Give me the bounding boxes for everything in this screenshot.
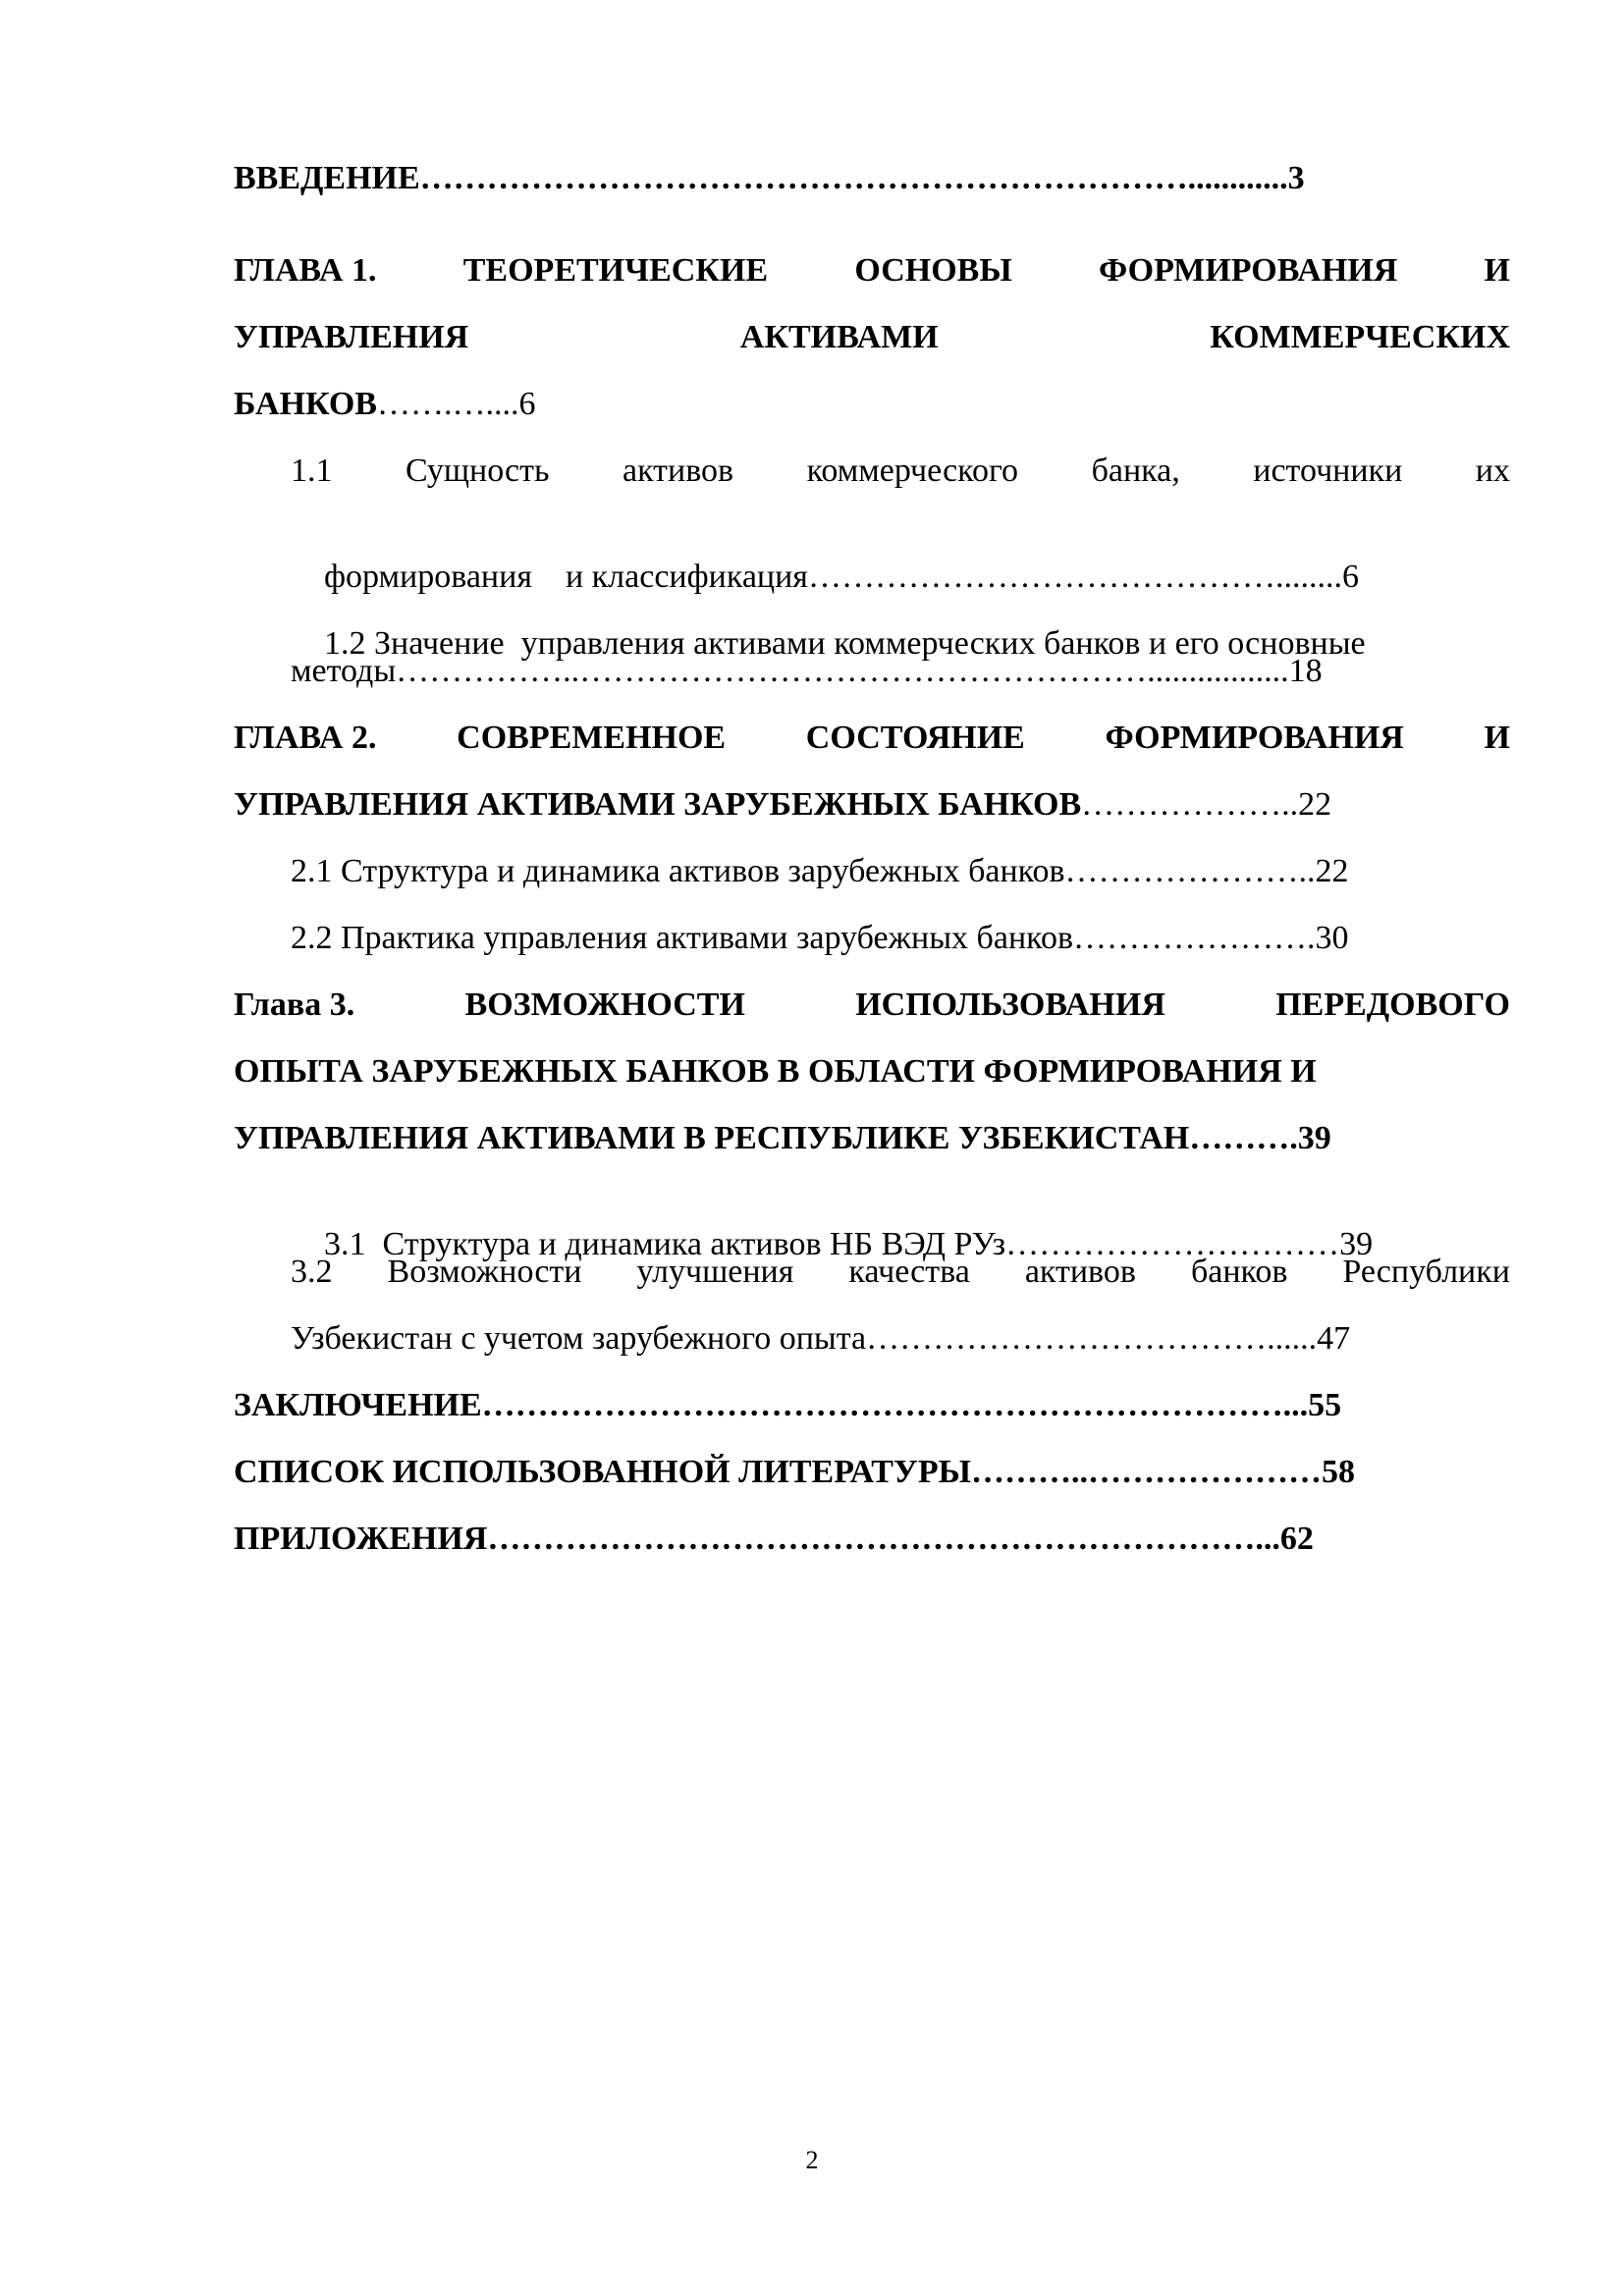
toc-word: банков [1190,1254,1288,1290]
toc-chapter1-leader: …….…....6 [376,386,536,422]
toc-appendices-text: ПРИЛОЖЕНИЯ……………………………………………………………...62 [234,1521,1314,1557]
toc-chapter3-line3 [234,1119,1331,1158]
toc-word: качества [848,1254,970,1290]
toc-word: И [1484,252,1510,289]
toc-section-1-2-line2 [291,652,1323,691]
toc-section-2-1 [291,852,1349,891]
toc-chapter1-line3 [234,385,535,424]
toc-word: ГЛАВА 2. [234,720,377,756]
toc-chapter3-title-mid: ОПЫТА ЗАРУБЕЖНЫХ БАНКОВ В ОБЛАСТИ ФОРМИРОВАНИЯ И [234,1053,1317,1090]
toc-chapter1-line2 [234,318,1510,357]
toc-word: их [1475,453,1510,489]
toc-entry-intro [234,159,1305,198]
toc-word: ОСНОВЫ [854,252,1012,289]
toc-word: ВОЗМОЖНОСТИ [464,987,745,1023]
toc-word: Глава 3. [234,987,355,1023]
toc-word: АКТИВАМИ [739,319,939,355]
toc-word: активов [623,453,734,489]
toc-chapter2-line2 [234,785,1331,825]
toc-word: ПЕРЕДОВОГО [1275,987,1510,1023]
toc-section-3-1-text: 3.1 Структура и динамика активов НБ ВЭД РУз…………………………39 [324,1226,1374,1262]
toc-section-3-2-line1 [291,1253,1510,1292]
toc-word: СОСТОЯНИЕ [805,720,1025,756]
toc-word: банка, [1091,453,1180,489]
toc-word: ГЛАВА 1. [234,252,377,289]
toc-word: СОВРЕМЕННОЕ [457,720,727,756]
toc-word: И [1484,720,1510,756]
toc-word: КОММЕРЧЕСКИХ [1210,319,1510,355]
toc-chapter2-title-end: УПРАВЛЕНИЯ АКТИВАМИ ЗАРУБЕЖНЫХ БАНКОВ [234,786,1082,823]
toc-word: ФОРМИРОВАНИЯ [1105,720,1404,756]
toc-chapter1-line1 [234,251,1510,291]
toc-section-3-2-text: Узбекистан с учетом зарубежного опыта………………………………......47 [291,1320,1351,1357]
toc-section-2-1-text: 2.1 Структура и динамика активов зарубежных банков…………………..22 [291,853,1349,889]
toc-section-1-1-text: формирования и классификация……………………………………........6 [324,559,1359,595]
toc-word: УПРАВЛЕНИЯ [234,319,469,355]
toc-references-text: СПИСОК ИСПОЛЬЗОВАННОЙ ЛИТЕРАТУРЫ………..…………………58 [234,1454,1355,1490]
toc-word: ТЕОРЕТИЧЕСКИЕ [462,252,769,289]
toc-intro-text: ВВЕДЕНИЕ……………………………………………………………............3 [234,160,1305,196]
toc-chapter2-leader: ………………..22 [1081,786,1332,823]
toc-word: Сущность [406,453,550,489]
toc-entry-appendices [234,1520,1314,1559]
toc-conclusion-text: ЗАКЛЮЧЕНИЕ………………………………………………………………...55 [234,1387,1342,1423]
toc-word: 1.1 [291,453,333,489]
toc-chapter2-line1 [234,719,1510,758]
toc-word: Республики [1342,1254,1510,1290]
toc-entry-conclusion [234,1386,1341,1425]
toc-chapter3-line2 [234,1052,1317,1092]
toc-chapter1-title-end: БАНКОВ [234,386,377,422]
toc-word: источники [1253,453,1403,489]
toc-word: активов [1024,1254,1136,1290]
toc-section-1-2-text: 1.2 Значение управления активами коммерческих банков и его основные [324,625,1366,662]
toc-chapter3-title-end: УПРАВЛЕНИЯ АКТИВАМИ В РЕСПУБЛИКЕ УЗБЕКИСТАН……….39 [234,1120,1331,1156]
toc-word: Возможности [387,1254,582,1290]
toc-entry-references [234,1453,1355,1492]
toc-section-1-2-leader: методы……………..…………………………………………….................18 [291,653,1323,689]
toc-word: ИСПОЛЬЗОВАНИЯ [855,987,1165,1023]
toc-section-3-2-line2 [291,1319,1350,1359]
toc-section-2-2-text: 2.2 Практика управления активами зарубежных банков………………….30 [291,920,1349,956]
toc-chapter3-line1 [234,986,1510,1025]
toc-word: улучшения [636,1254,794,1290]
toc-section-1-1-line1 [291,452,1510,491]
toc-word: 3.2 [291,1254,333,1290]
toc-word: коммерческого [806,453,1019,489]
toc-section-2-2 [291,919,1349,958]
toc-word: ФОРМИРОВАНИЯ [1099,252,1398,289]
page-number: 2 [805,2146,819,2174]
